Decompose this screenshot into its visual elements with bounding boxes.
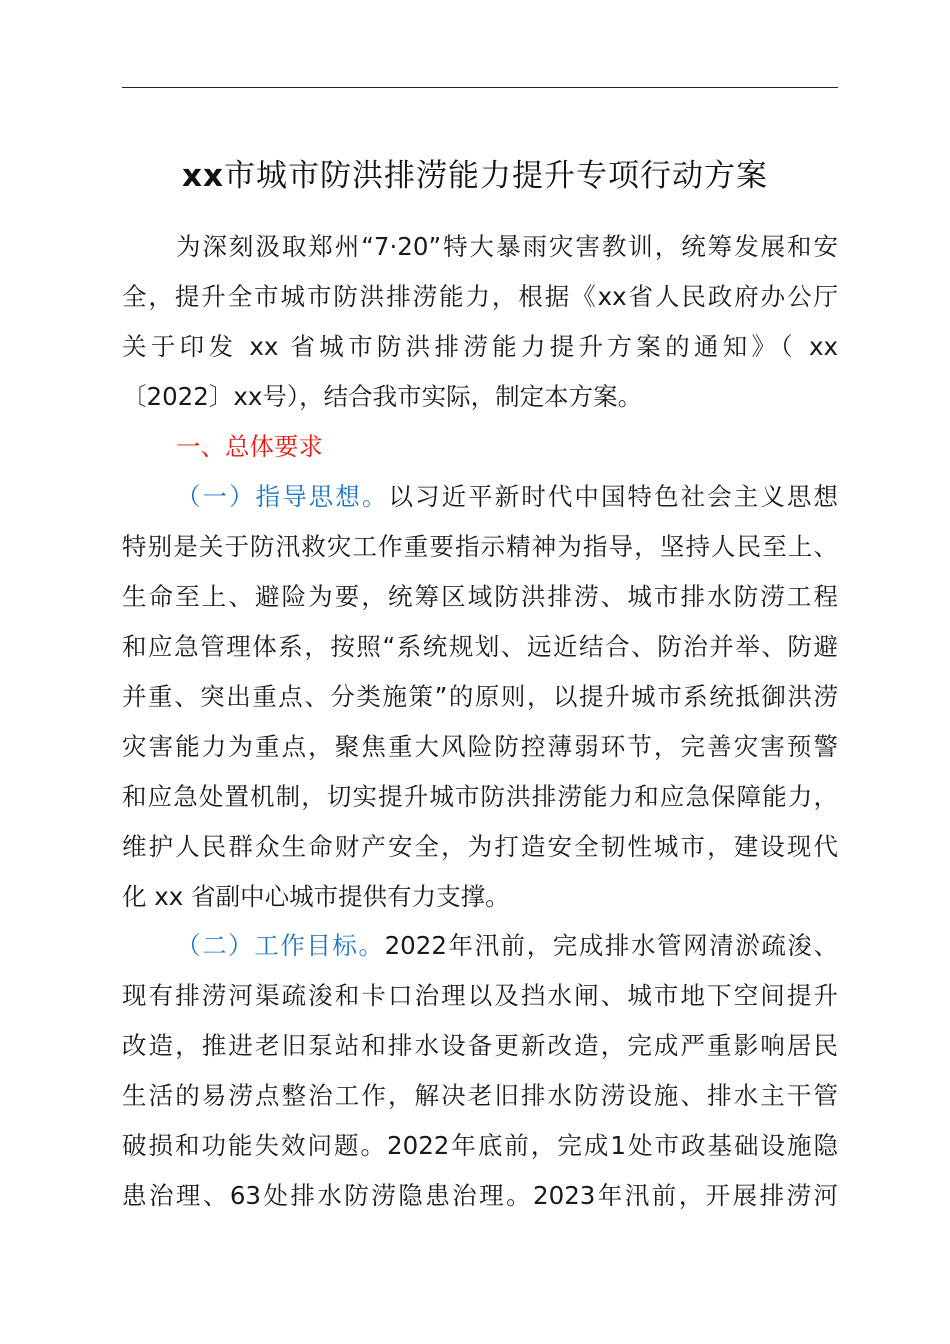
- header-rule: [122, 87, 838, 88]
- intro-line-4: 〔2022〕xx号），结合我市实际，制定本方案。: [122, 382, 643, 411]
- sub1-line: 和应急管理体系，按照“系统规划、远近结合、防治并举、防避: [122, 632, 838, 661]
- sub2-line: 现有排涝河渠疏浚和卡口治理以及挡水闸、城市地下空间提升: [122, 981, 838, 1010]
- title-main: 市城市防洪排涝能力提升专项行动方案: [224, 158, 768, 194]
- sub1-line: 特别是关于防汛救灾工作重要指示精神为指导，坚持人民至上、: [122, 532, 838, 561]
- sub2-line: 破损和功能失效问题。2022年底前，完成1处市政基础设施隐: [122, 1131, 838, 1160]
- sub1-line: 并重、突出重点、分类施策”的原则，以提升城市系统抵御洪涝: [122, 682, 838, 711]
- sub1-line: 生命至上、避险为要，统筹区域防洪排涝、城市排水防涝工程: [122, 582, 838, 611]
- intro-line-2: 全，提升全市城市防洪排涝能力，根据《xx省人民政府办公厅: [122, 282, 838, 311]
- sub-heading-guiding-ideology: （一）指导思想。: [176, 482, 389, 511]
- sub2-first-line-text: 2022年汛前，完成排水管网清淤疏浚、: [384, 931, 838, 960]
- sub1-first-line-text: 以习近平新时代中国特色社会主义思想: [388, 482, 838, 511]
- sub1-line: 维护人民群众生命财产安全，为打造安全韧性城市，建设现代: [122, 832, 838, 861]
- document-title: [0, 150, 950, 202]
- intro-line-3: 关于印发 xx 省城市防洪排涝能力提升方案的通知》（ xx: [122, 332, 838, 361]
- sub-heading-work-objectives: （二）工作目标。: [176, 931, 385, 960]
- sub2-line: 改造，推进老旧泵站和排水设备更新改造，完成严重影响居民: [122, 1031, 838, 1060]
- intro-line-1: 为深刻汲取郑州“7·20”特大暴雨灾害教训，统筹发展和安: [176, 232, 838, 261]
- sub2-first-line: [176, 930, 838, 962]
- sub2-line: 患治理、63处排水防涝隐患治理。2023年汛前，开展排涝河: [122, 1181, 838, 1210]
- sub2-line: 生活的易涝点整治工作，解决老旧排水防涝设施、排水主干管: [122, 1081, 838, 1110]
- sub1-line: 灾害能力为重点，聚焦重大风险防控薄弱环节，完善灾害预警: [122, 732, 838, 761]
- section-heading-overall-requirements: 一、总体要求: [176, 432, 323, 461]
- sub1-first-line: [176, 481, 838, 513]
- sub1-line: 化 xx 省副中心城市提供有力支撑。: [122, 882, 510, 911]
- sub1-line: 和应急处置机制，切实提升城市防洪排涝能力和应急保障能力，: [122, 782, 838, 811]
- title-prefix: xx: [182, 158, 224, 194]
